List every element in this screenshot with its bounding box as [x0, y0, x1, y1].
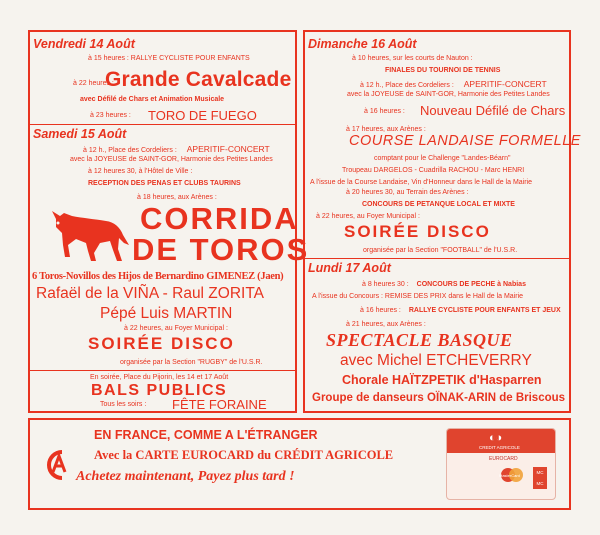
sunday-aperitif: APERITIF-CONCERT — [463, 79, 547, 89]
saturday-line-2: avec la JOYEUSE de SAINT-GOR, Harmonie des Petites Landes — [70, 156, 273, 163]
sunday-heading: Dimanche 16 Août — [308, 37, 417, 51]
monday-line-1 — [362, 281, 526, 288]
saturday-line-1 — [83, 144, 270, 154]
sunday-time-5: à 16 heures : — [364, 108, 405, 115]
card-mc-text: MasterCard — [499, 473, 520, 478]
saturday-aperitif: APERITIF-CONCERT — [186, 144, 270, 154]
sunday-line-11: CONCOURS DE PETANQUE LOCAL ET MIXTE — [362, 201, 515, 208]
card-name: EUROCARD — [489, 456, 518, 462]
monday-heading: Lundi 17 Août — [308, 261, 391, 275]
card-bank: CREDIT AGRICOLE — [479, 445, 520, 450]
matadors-line-1: Rafaël de la VIÑA - Raul ZORITA — [36, 285, 264, 302]
saturday-line-5: à 18 heures, aux Arènes : — [137, 194, 217, 201]
sunday-line-12: à 22 heures, au Foyer Municipal : — [316, 213, 420, 220]
sunday-line-4: avec la JOYEUSE de SAINT-GOR, Harmonie des Petites Landes — [347, 91, 550, 98]
saturday-line-6: à 22 heures, au Foyer Municipal : — [124, 325, 228, 332]
saturday-heading: Samedi 15 Août — [33, 127, 127, 141]
matadors-line-2: Pépé Luis MARTIN — [100, 305, 233, 322]
card-logo-icon: ◐◑ — [489, 432, 503, 444]
ad-line-1: EN FRANCE, COMME A L'ÉTRANGER — [94, 428, 318, 442]
friday-line-1: à 15 heures : RALLYE CYCLISTE POUR ENFANTS — [88, 55, 250, 62]
toro-de-fuego: TORO DE FUEGO — [148, 108, 257, 123]
friday-heading: Vendredi 14 Août — [33, 37, 135, 51]
saturday-line-4: RECEPTION DES PENAS ET CLUBS TAURINS — [88, 180, 241, 187]
monday-peche: CONCOURS DE PECHE à Nabias — [416, 281, 526, 288]
sunday-line-1: à 10 heures, sur les courts de Nauton : — [352, 55, 473, 62]
eurocard-card — [446, 428, 556, 500]
saturday-line-9: Tous les soirs : — [100, 401, 147, 408]
sunday-line-6: à 17 heures, aux Arènes : — [346, 126, 426, 133]
friday-line-3: avec Défilé de Chars et Animation Musicale — [80, 96, 225, 103]
bals-publics: BALS PUBLICS — [91, 382, 228, 399]
chorale-line: Chorale HAÏTZPETIK d'Hasparren — [342, 373, 542, 387]
saturday-line-7: organisée par la Section "RUGBY" de l'U.S.R. — [120, 359, 263, 366]
groupe-line: Groupe de danseurs OÏNAK-ARIN de Briscous — [312, 392, 566, 404]
monday-rallye: RALLYE CYCLISTE POUR ENFANTS ET JEUX — [408, 307, 561, 314]
nouveau-defile: Nouveau Défilé de Chars — [420, 103, 566, 118]
avec-etcheverry: avec Michel ETCHEVERRY — [340, 352, 532, 369]
bull-icon — [50, 205, 132, 267]
course-landaise: COURSE LANDAISE FORMELLE — [349, 133, 581, 149]
ad-line-3: Achetez maintenant, Payez plus tard ! — [76, 469, 295, 484]
sunday-line-8: Troupeau DARGELOS - Cuadrilla RACHOU - Marc HENRI — [342, 167, 525, 174]
friday-time-2: à 22 heures : — [73, 80, 114, 87]
sunday-line-3-time: à 12 h., Place des Cordeliers : — [360, 82, 454, 89]
sunday-line-3 — [360, 79, 547, 89]
card-badge-icon: MC MC — [533, 467, 547, 489]
saturday-disco: SOIRÉE DISCO — [88, 334, 235, 353]
saturday-line-1-time: à 12 h., Place des Cordeliers : — [83, 147, 177, 154]
saturday-line-3: à 12 heures 30, à l'Hôtel de Ville : — [88, 168, 193, 175]
ad-line-2: Avec la CARTE EUROCARD du CRÉDIT AGRICOLE — [94, 448, 394, 462]
spectacle-basque: SPECTACLE BASQUE — [326, 330, 513, 350]
credit-agricole-logo — [42, 448, 72, 482]
saturday-line-8: En soirée, Place du Pijorin, les 14 et 17 Août — [90, 374, 229, 381]
sunday-line-10: à 20 heures 30, au Terrain des Arènes : — [346, 189, 469, 196]
sunday-line-7: comptant pour le Challenge "Landes-Béarn" — [374, 155, 511, 162]
monday-line-2: A l'issue du Concours : REMISE DES PRIX dans le Hall de la Mairie — [312, 293, 524, 300]
monday-line-3-time: à 16 heures : — [360, 307, 401, 314]
fete-foraine: FÊTE FORAINE — [172, 397, 267, 412]
monday-line-4: à 21 heures, aux Arènes : — [346, 321, 426, 328]
monday-line-3 — [360, 307, 561, 314]
toros-line: 6 Toros-Novillos des Hijos de Bernardino GIMENEZ (Jaen) — [32, 271, 284, 282]
sunday-line-9: A l'issue de la Course Landaise, Vin d'Honneur dans le Hall de la Mairie — [310, 179, 533, 186]
monday-line-1-time: à 8 heures 30 : — [362, 281, 409, 288]
sunday-line-2: FINALES DU TOURNOI DE TENNIS — [385, 67, 501, 74]
grande-cavalcade: Grande Cavalcade — [105, 68, 292, 91]
sunday-line-13: organisée par la Section "FOOTBALL" de l'U.S.R. — [363, 247, 518, 254]
corrida-line-2: DE TOROS — [132, 232, 310, 267]
friday-time-4: à 23 heures : — [90, 112, 131, 119]
corrida-line-1: CORRIDA — [140, 201, 299, 236]
sunday-disco: SOIRÉE DISCO — [344, 222, 491, 241]
